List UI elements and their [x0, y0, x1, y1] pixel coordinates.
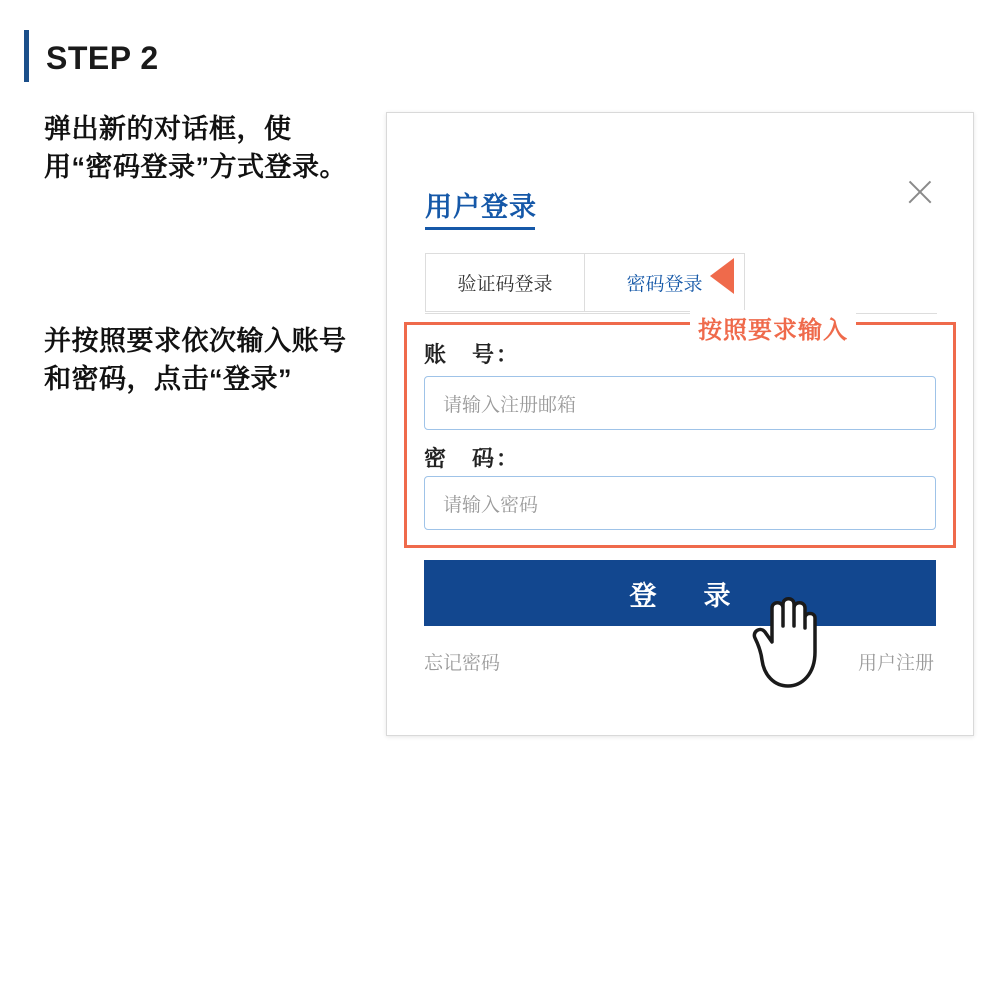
step-instruction-2: 并按照要求依次输入账号和密码，点击“登录” [44, 326, 347, 395]
step-instruction-1: 弹出新的对话框，使用“密码登录”方式登录。 [44, 114, 347, 183]
tab-password-login[interactable]: 密码登录 [585, 253, 745, 312]
account-input[interactable]: 请输入注册邮箱 [424, 376, 936, 430]
close-icon[interactable] [903, 175, 937, 209]
password-field-label: 密 码： [424, 446, 521, 471]
tab-pointer-arrow-icon [710, 258, 734, 294]
step-title: STEP 2 [46, 40, 159, 76]
dialog-title: 用户登录 [425, 192, 537, 222]
user-register-link[interactable]: 用户注册 [858, 653, 935, 674]
step-accent-bar [24, 30, 29, 82]
account-field-label: 账 号： [424, 342, 521, 367]
login-tabs [425, 253, 937, 314]
password-input[interactable]: 请输入密码 [424, 476, 936, 530]
input-highlight-label: 按照要求输入 [690, 310, 856, 345]
forgot-password-link[interactable]: 忘记密码 [424, 653, 501, 674]
login-button[interactable]: 登 录 [424, 560, 936, 626]
tab-sms-code-login[interactable]: 验证码登录 [425, 253, 585, 312]
dialog-title-underline [425, 227, 535, 230]
